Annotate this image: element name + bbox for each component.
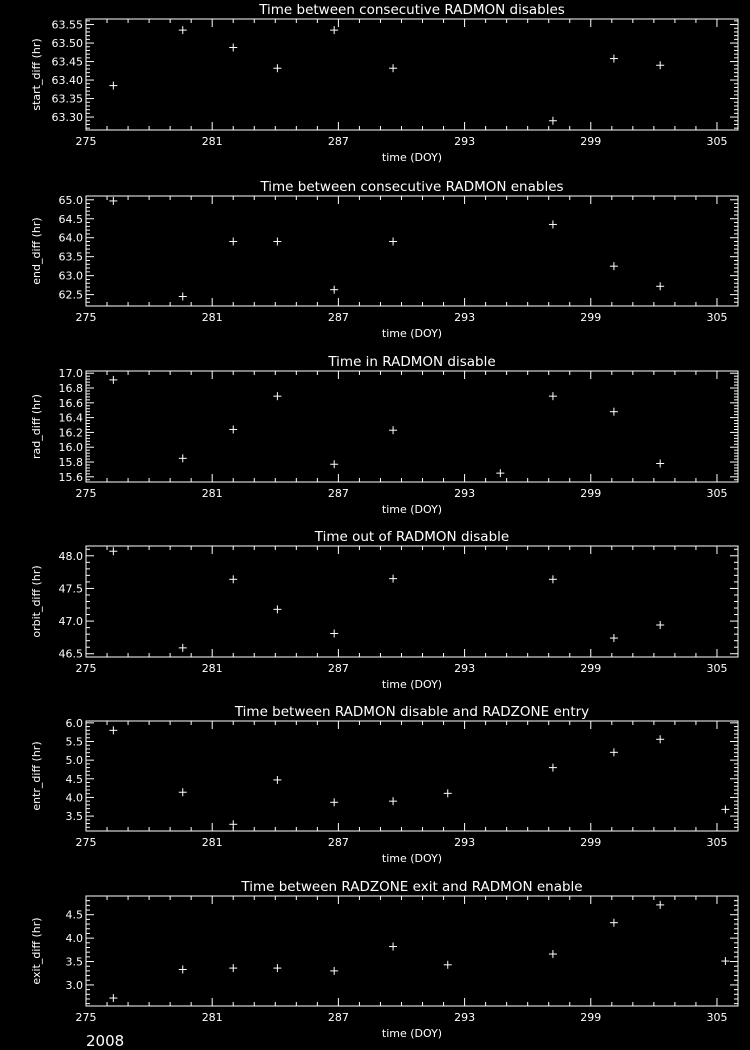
data-point	[549, 950, 557, 958]
data-point	[496, 469, 504, 477]
data-point	[330, 967, 338, 975]
data-point	[179, 788, 187, 796]
chart-title: Time between RADMON disable and RADZONE entry	[234, 704, 590, 720]
y-tick-label: 3.5	[65, 955, 83, 969]
data-point	[610, 55, 618, 63]
x-tick-label: 305	[706, 487, 728, 500]
y-tick-label: 65.0	[58, 193, 83, 207]
panel-3	[30, 354, 738, 516]
data-point	[330, 629, 338, 637]
data-point	[610, 634, 618, 642]
data-point	[330, 26, 338, 34]
x-tick-label: 287	[327, 662, 349, 675]
panel-2	[30, 179, 738, 340]
panel-6	[30, 879, 738, 1040]
x-tick-label: 299	[580, 487, 602, 500]
data-point	[273, 776, 281, 784]
y-tick-label: 3.5	[65, 810, 83, 824]
y-tick-label: 63.55	[51, 18, 83, 32]
x-tick-label: 293	[454, 662, 476, 675]
y-tick-label: 3.0	[65, 978, 83, 992]
data-point	[330, 286, 338, 294]
x-tick-label: 305	[706, 311, 728, 324]
data-point	[389, 575, 397, 583]
y-tick-label: 62.5	[58, 288, 83, 302]
x-tick-label: 281	[201, 487, 223, 500]
data-point	[229, 238, 237, 246]
plot-frame	[86, 896, 738, 1006]
y-tick-label: 15.8	[58, 456, 83, 470]
x-tick-label: 293	[454, 487, 476, 500]
data-point	[179, 293, 187, 301]
y-tick-label: 63.0	[58, 269, 83, 283]
x-tick-label: 281	[201, 1011, 223, 1024]
year-label: 2008	[86, 1032, 125, 1050]
y-tick-label: 5.5	[65, 735, 83, 749]
x-tick-label: 275	[75, 662, 97, 675]
chart-title: Time between RADZONE exit and RADMON enable	[241, 879, 583, 895]
x-tick-label: 299	[580, 662, 602, 675]
y-tick-label: 4.0	[65, 932, 83, 946]
panel-5	[30, 704, 738, 865]
plot-frame	[86, 371, 738, 482]
data-point	[389, 943, 397, 951]
data-point	[610, 262, 618, 270]
y-tick-label: 16.8	[58, 382, 83, 396]
y-tick-label: 63.50	[51, 37, 83, 51]
y-tick-label: 16.0	[58, 441, 83, 455]
y-tick-label: 4.0	[65, 791, 83, 805]
data-point	[656, 460, 664, 468]
data-point	[273, 392, 281, 400]
y-tick-label: 4.5	[65, 908, 83, 922]
data-point	[179, 965, 187, 973]
x-tick-label: 293	[454, 836, 476, 849]
data-point	[229, 425, 237, 433]
y-tick-label: 63.5	[58, 250, 83, 264]
data-point	[179, 454, 187, 462]
x-tick-label: 287	[327, 135, 349, 148]
data-point	[229, 43, 237, 51]
y-tick-label: 64.0	[58, 231, 83, 245]
y-axis-label: entr_diff (hr)	[30, 741, 43, 811]
y-tick-label: 63.40	[51, 74, 83, 88]
plot-frame	[86, 19, 738, 130]
data-point	[273, 605, 281, 613]
data-point	[610, 919, 618, 927]
x-tick-label: 305	[706, 1011, 728, 1024]
y-axis-label: rad_diff (hr)	[30, 394, 43, 459]
y-tick-label: 47.5	[58, 582, 83, 596]
data-point	[610, 748, 618, 756]
data-point	[273, 964, 281, 972]
data-point	[656, 61, 664, 69]
data-point	[330, 798, 338, 806]
x-tick-label: 305	[706, 836, 728, 849]
y-axis-label: exit_diff (hr)	[30, 917, 43, 985]
data-point	[656, 901, 664, 909]
data-point	[389, 64, 397, 72]
data-point	[610, 408, 618, 416]
x-tick-label: 299	[580, 311, 602, 324]
data-point	[656, 735, 664, 743]
y-tick-label: 15.6	[58, 470, 83, 484]
plot-frame	[86, 546, 738, 657]
data-point	[109, 82, 117, 90]
y-tick-label: 64.5	[58, 212, 83, 226]
y-tick-label: 16.4	[58, 411, 83, 425]
x-tick-label: 281	[201, 135, 223, 148]
data-point	[229, 964, 237, 972]
x-tick-label: 299	[580, 1011, 602, 1024]
data-point	[109, 197, 117, 205]
plot-frame	[86, 721, 738, 831]
panel-1	[30, 2, 738, 164]
data-point	[549, 117, 557, 125]
data-point	[549, 575, 557, 583]
data-point	[179, 644, 187, 652]
x-axis-label: time (DOY)	[381, 852, 443, 865]
x-axis-label: time (DOY)	[381, 151, 443, 164]
chart-title: Time between consecutive RADMON disables	[259, 2, 565, 18]
data-point	[273, 238, 281, 246]
y-axis-label: orbit_diff (hr)	[30, 565, 43, 638]
x-tick-label: 293	[454, 1011, 476, 1024]
x-tick-label: 287	[327, 311, 349, 324]
x-axis-label: time (DOY)	[381, 503, 443, 516]
data-point	[109, 994, 117, 1002]
chart-title: Time in RADMON disable	[328, 354, 496, 370]
y-tick-label: 63.45	[51, 55, 83, 69]
x-tick-label: 305	[706, 662, 728, 675]
y-tick-label: 48.0	[58, 549, 83, 563]
x-tick-label: 275	[75, 311, 97, 324]
x-tick-label: 293	[454, 135, 476, 148]
x-tick-label: 275	[75, 1011, 97, 1024]
data-point	[721, 805, 729, 813]
y-tick-label: 17.0	[58, 367, 83, 381]
x-tick-label: 305	[706, 135, 728, 148]
y-tick-label: 16.2	[58, 426, 83, 440]
x-tick-label: 281	[201, 836, 223, 849]
y-axis-label: end_diff (hr)	[30, 217, 43, 285]
y-tick-label: 46.5	[58, 647, 83, 661]
data-point	[109, 376, 117, 384]
y-tick-label: 63.35	[51, 92, 83, 106]
data-point	[721, 957, 729, 965]
data-point	[109, 726, 117, 734]
data-point	[656, 282, 664, 290]
x-tick-label: 299	[580, 836, 602, 849]
x-tick-label: 281	[201, 662, 223, 675]
x-tick-label: 287	[327, 487, 349, 500]
chart-title: Time out of RADMON disable	[314, 529, 510, 545]
data-point	[444, 961, 452, 969]
data-point	[229, 820, 237, 828]
data-point	[330, 460, 338, 468]
x-axis-label: time (DOY)	[381, 678, 443, 691]
data-point	[549, 392, 557, 400]
data-point	[549, 220, 557, 228]
chart-title: Time between consecutive RADMON enables	[260, 179, 564, 195]
y-tick-label: 6.0	[65, 716, 83, 730]
data-point	[444, 789, 452, 797]
data-point	[389, 238, 397, 246]
x-tick-label: 287	[327, 1011, 349, 1024]
x-tick-label: 293	[454, 311, 476, 324]
x-tick-label: 275	[75, 487, 97, 500]
x-tick-label: 281	[201, 311, 223, 324]
x-tick-label: 287	[327, 836, 349, 849]
data-point	[273, 64, 281, 72]
x-tick-label: 275	[75, 836, 97, 849]
y-tick-label: 4.5	[65, 772, 83, 786]
data-point	[389, 426, 397, 434]
panel-4	[30, 529, 738, 691]
data-point	[109, 547, 117, 555]
data-point	[389, 797, 397, 805]
x-axis-label: time (DOY)	[381, 1027, 443, 1040]
data-point	[179, 26, 187, 34]
plot-frame	[86, 196, 738, 306]
x-tick-label: 299	[580, 135, 602, 148]
data-point	[229, 575, 237, 583]
y-tick-label: 63.30	[51, 111, 83, 125]
data-point	[656, 621, 664, 629]
y-tick-label: 16.6	[58, 396, 83, 410]
y-tick-label: 5.0	[65, 754, 83, 768]
y-tick-label: 47.0	[58, 615, 83, 629]
y-axis-label: start_diff (hr)	[30, 38, 43, 111]
x-tick-label: 275	[75, 135, 97, 148]
x-axis-label: time (DOY)	[381, 327, 443, 340]
data-point	[549, 764, 557, 772]
